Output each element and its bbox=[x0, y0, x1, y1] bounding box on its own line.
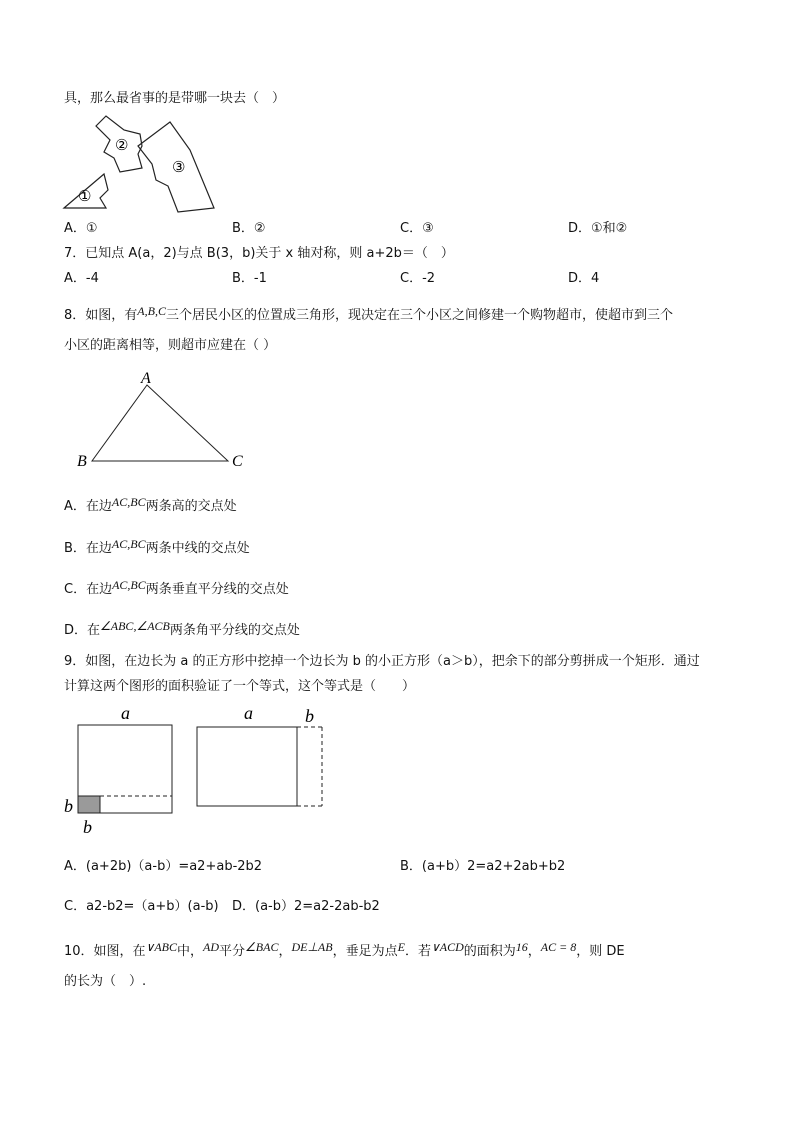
q6-piece-label-2: ② bbox=[115, 138, 129, 154]
q8-option-b[interactable] bbox=[64, 539, 250, 558]
q10-text-3: 平分 bbox=[219, 944, 246, 959]
q8-vertex-c: C bbox=[232, 453, 243, 470]
q9-stem-line1: 9．如图，在边长为 a 的正方形中挖掉一个边长为 b 的小正方形（a＞b），把余下的部分剪拼成一个矩形．通过 bbox=[64, 654, 700, 669]
q9-label-b-left: b bbox=[64, 796, 73, 816]
q10-text-9: ，则 DE bbox=[576, 944, 625, 959]
q9-option-a[interactable]: A．(a+2b)（a-b）=a2+ab-2b2 bbox=[64, 859, 263, 874]
q8-option-d[interactable] bbox=[64, 621, 300, 640]
q9-small-square bbox=[78, 796, 100, 813]
q8-option-a[interactable] bbox=[64, 497, 237, 516]
q8-stem-math: A,B,C bbox=[137, 304, 166, 318]
q8-stem-line2: 小区的距离相等，则超市应建在（ ） bbox=[64, 338, 277, 353]
q8-option-c-suffix: 两条垂直平分线的交点处 bbox=[145, 582, 289, 597]
q6-stem-tail: 具，那么最省事的是带哪一块去（ ） bbox=[64, 91, 286, 106]
q8-triangle bbox=[92, 385, 228, 461]
q8-stem-suffix: 三个居民小区的位置成三角形，现决定在三个小区之间修建一个购物超市，使超市到三个 bbox=[165, 308, 673, 323]
q10-math-5: E bbox=[397, 940, 405, 954]
q8-vertex-b: B bbox=[77, 453, 87, 470]
q8-option-a-suffix: 两条高的交点处 bbox=[145, 499, 237, 514]
q6-piece-label-3: ③ bbox=[172, 160, 186, 176]
q10-text-4: ， bbox=[278, 944, 292, 959]
q8-option-b-prefix: B．在边 bbox=[64, 541, 112, 556]
q8-option-a-prefix: A．在边 bbox=[64, 499, 112, 514]
q9-label-a-right: a bbox=[244, 703, 253, 723]
q7-option-a[interactable]: A．-4 bbox=[64, 271, 99, 286]
q9-label-a-top: a bbox=[121, 703, 130, 723]
q6-option-a[interactable]: A．① bbox=[64, 221, 98, 236]
q9-label-b-bottom: b bbox=[83, 817, 92, 837]
q8-triangle-figure bbox=[70, 365, 260, 475]
q10-text-2: 中， bbox=[177, 944, 204, 959]
q10-text-5: ，垂足为点 bbox=[332, 944, 398, 959]
q8-stem-prefix: 8．如图，有 bbox=[64, 308, 138, 323]
q8-vertex-a: A bbox=[141, 370, 151, 387]
q10-math-1: ∨ABC bbox=[145, 940, 177, 954]
q10-stem-line1 bbox=[64, 942, 625, 961]
q9-squares-figure bbox=[60, 700, 350, 840]
q10-stem-line2: 的长为（ ）. bbox=[64, 974, 147, 989]
q10-math-4: DE⊥AB bbox=[291, 940, 333, 954]
q7-option-b[interactable]: B．-1 bbox=[232, 271, 267, 286]
q10-text-8: ， bbox=[527, 944, 541, 959]
q8-option-c-prefix: C．在边 bbox=[64, 582, 113, 597]
q7-stem: 7．已知点 A(a，2)与点 B(3，b)关于 x 轴对称，则 a+2b＝（ ） bbox=[64, 246, 454, 261]
q10-math-6: ∨ACD bbox=[430, 940, 464, 954]
q8-option-c[interactable] bbox=[64, 580, 289, 599]
q8-option-a-math: AC,BC bbox=[111, 495, 146, 509]
q8-option-c-math: AC,BC bbox=[112, 578, 146, 592]
q8-option-b-math: AC,BC bbox=[111, 537, 146, 551]
q6-option-d[interactable]: D．①和② bbox=[568, 221, 628, 236]
q8-stem-line1 bbox=[64, 306, 673, 325]
q9-label-b-right: b bbox=[305, 706, 314, 726]
q7-option-c[interactable]: C．-2 bbox=[400, 271, 436, 286]
q6-pieces-figure bbox=[60, 110, 230, 215]
q9-option-d[interactable]: D．(a-b）2=a2-2ab-b2 bbox=[232, 899, 380, 914]
q8-option-d-suffix: 两条角平分线的交点处 bbox=[169, 623, 300, 638]
q6-option-b[interactable]: B．② bbox=[232, 221, 266, 236]
q9-stem-line2: 计算这两个图形的面积验证了一个等式，这个等式是（ ） bbox=[64, 679, 416, 694]
q8-option-b-suffix: 两条中线的交点处 bbox=[145, 541, 250, 556]
q10-text-7: 的面积为 bbox=[463, 944, 516, 959]
q9-option-b[interactable]: B．(a+b）2=a2+2ab+b2 bbox=[400, 859, 566, 874]
q8-option-d-prefix: D．在 bbox=[64, 623, 101, 638]
q7-option-d[interactable]: D．4 bbox=[568, 271, 600, 286]
q6-piece-label-1: ① bbox=[78, 189, 92, 205]
q9-rectangle bbox=[197, 727, 297, 806]
q10-math-7: 16 bbox=[515, 940, 528, 954]
q10-math-2: AD bbox=[203, 940, 220, 954]
q10-math-3: ∠BAC bbox=[245, 940, 279, 954]
q10-text-1: 10．如图，在 bbox=[64, 944, 146, 959]
q9-option-c[interactable]: C．a2-b2=（a+b）(a-b) bbox=[64, 899, 219, 914]
q6-option-c[interactable]: C．③ bbox=[400, 221, 434, 236]
q8-option-d-math: ∠ABC,∠ACB bbox=[100, 619, 170, 633]
q10-text-6: ．若 bbox=[404, 944, 431, 959]
q10-math-8: AC = 8 bbox=[540, 940, 577, 954]
